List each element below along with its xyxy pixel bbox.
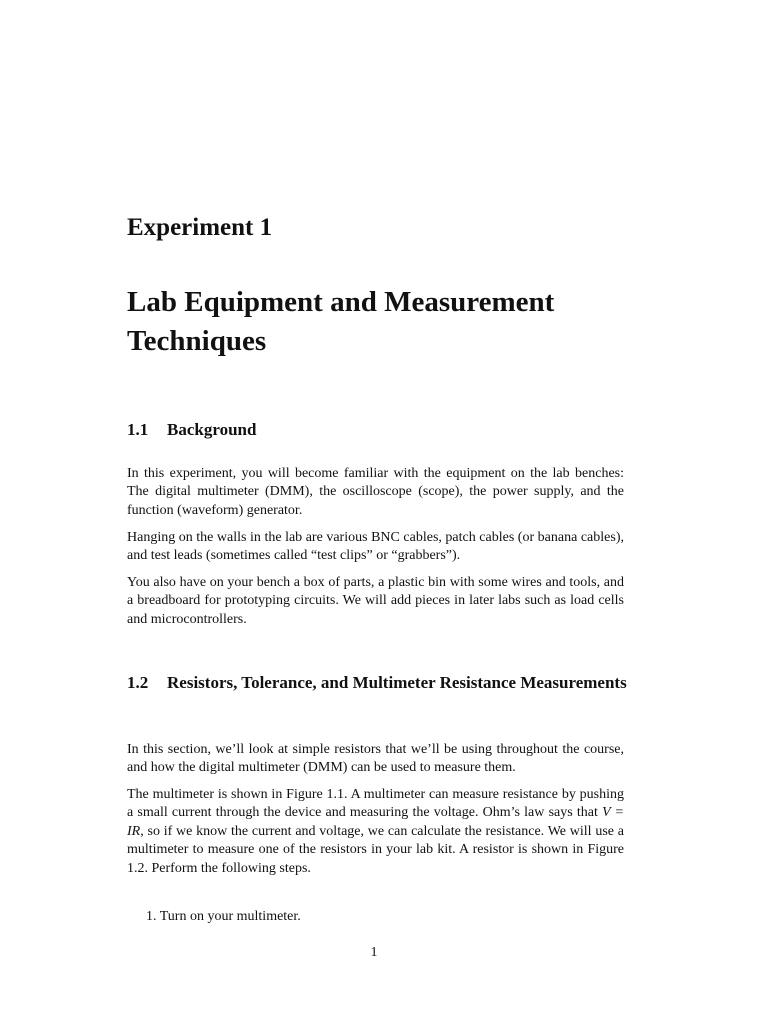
section-heading-resistors xyxy=(127,671,627,694)
section-number: 1.1 xyxy=(127,420,149,439)
paragraph-ohms-law xyxy=(127,786,624,878)
paragraph-text: , so if we know the current and voltage, we can calculate the resistance. We will use a multimeter to measure one of the resistors in your lab kit. A resistor is shown in Figure 1.2. Perform the following steps. xyxy=(127,823,624,876)
paragraph: Hanging on the walls in the lab are various BNC cables, patch cables (or banana cables), and test leads (sometimes called “test clips” or “grabbers”). xyxy=(127,530,624,564)
section-title: Resistors, Tolerance, and Multimeter Resistance Measurements xyxy=(167,673,627,692)
chapter-label: Experiment 1 xyxy=(127,214,273,241)
paragraph-text: The multimeter is shown in Figure 1.1. A multimeter can measure resistance by pushing a small current through the device and measuring the voltage. Ohm’s law says that xyxy=(127,787,624,821)
paragraph: You also have on your bench a box of parts, a plastic bin with some wires and tools, and a breadboard for prototyping circuits. We will add pieces in later labs such as load cells and microcontrollers. xyxy=(127,575,624,627)
list-item xyxy=(146,908,301,926)
list-item-number: 1. xyxy=(146,909,157,924)
chapter-title: Lab Equipment and Measurement Techniques xyxy=(127,286,555,357)
section-heading-background xyxy=(127,418,627,441)
paragraph: In this experiment, you will become familiar with the equipment on the lab benches: The digital multimeter (DMM), the oscilloscope (scope), the power supply, and the function (waveform) generator. xyxy=(127,466,624,518)
paragraph: In this section, we’ll look at simple resistors that we’ll be using throughout the course, and how the digital multimeter (DMM) can be used to measure them. xyxy=(127,742,624,776)
section-title: Background xyxy=(167,420,257,439)
ohms-law-equation: V = IR xyxy=(127,805,625,839)
list-item-text: Turn on your multimeter. xyxy=(159,909,301,924)
section-number: 1.2 xyxy=(127,673,149,692)
page-number: 1 xyxy=(370,945,378,960)
